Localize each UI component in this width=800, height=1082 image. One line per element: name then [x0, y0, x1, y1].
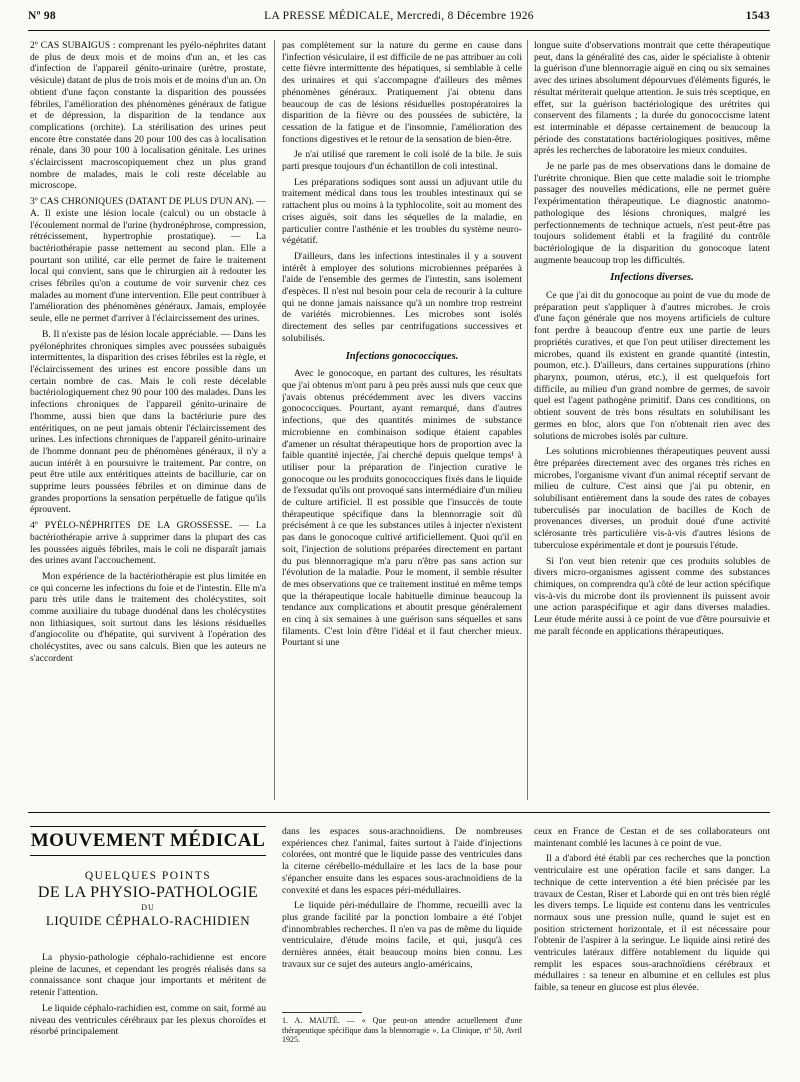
paragraph: Avec le gonocoque, en partant des cultures, les résultats que j'ai obtenus m'ont paru à peu près aussi nuls que ceux que j'avais obtenus précédemment avec les divers vaccins gonococciques. Pourtant, ayant remarqué, dans d'autres infections, que des quantités minimes de substance microbienne en combinaison sodique étaient capables d'amener un résultat thérapeutique hors de proportion avec la faible quantité injectée, j'ai cherché depuis quelque temps¹ à utiliser pour la préparation de l'injection curative le gonocoque ou les produits gonococciques fixés dans le liquide de l'exsudat qu'ils ont provoqué sans intermédiaire d'un milieu de culture artificiel. Il est possible que l'insuccès de toute thérapeutique spécifique dans la blennorragie soit dû précisément à ce que les substances utiles à injecter n'existent pas dans le gonocoque cultivé artificiellement. Quoi qu'il en soit, l'injection de solutions préparées directement en partant du pus blennorragique m'a paru n'être pas sans action sur l'évolution de la maladie. Pour le moment, il semble résulter de mes observations que ce traitement institué en même temps que la thérapeutique locale habituelle diminue beaucoup la tendance aux complications et aboutit presque généralement en cinq à six semaines à une guérison sans séquelles et sans filaments. C'est loin d'être l'idéal et il faut chercher mieux. Pourtant si une — [282, 368, 522, 649]
paragraph: pas complètement sur la nature du germe en cause dans l'infection vésiculaire, il est difficile de ne pas attribuer au coli cette fièvre intermittente des hépatiques, si semblable à celle des urinaires et qui s'accompagne d'ailleurs des mêmes phénomènes généraux. Pratiquement j'ai obtenu dans beaucoup de cas de lésions résiduelles postopératoires la disparition de la fièvre ou des poussées de subictère, la cessation de la fatigue et de l'insomnie, l'amélioration des fonctions digestives et le retour de la sensation de bien-être. — [282, 40, 522, 145]
paragraph: 2º CAS SUBAIGUS : comprenant les pyélo-néphrites datant de plus de deux mois et de moins d'un an, et les cas d'infection de l'appareil génito-urinaire (urètre, prostate, vésicule) datant de plus de trois mois et de moins d'un an. On obtient d'une façon constante la disparition des poussées fébriles, l'amélioration des phénomènes généraux de fatigue et de dépression, la disparition de la tendance aux complications (orchite). La stérilisation des urines peut encore être constatée dans 20 pour 100 des cas à localisation rénale, dans 30 pour 100 à localisation génitale. Les urines s'éclaircissent macroscopiquement chez un plus grand nombre de malades, mais le coli reste décelable au microscope. — [30, 40, 266, 192]
paragraph: Le liquide péri-médullaire de l'homme, recueilli avec la plus grande facilité par la ponction lombaire a été l'objet d'innombrables recherches. Il n'en va pas de même du liquide ventriculaire, d'étude moins facile, et qui, jusqu'à ces dernières années, était beaucoup moins bien connu. Les travaux sur ce sujet des auteurs anglo-américains, — [282, 900, 522, 970]
column-3 — [534, 40, 770, 810]
rubric-box — [30, 826, 266, 862]
paragraph: Je n'ai utilisé que rarement le coli isolé de la bile. Je suis parti presque toujours d'un échantillon de coli intestinal. — [282, 149, 522, 173]
paragraph: 3º CAS CHRONIQUES (DATANT DE PLUS D'UN AN). — A. Il existe une lésion locale (calcul) ou un obstacle à l'écoulement normal de l'urine (hydronéphrose, compression, rétrécissement, hypertrophie prostatique). — La bactériothérapie passe nettement au second plan. Elle a pourtant son utilité, car elle permet de faire le traitement local qui convient, sans que le chirurgien ait à redouter les crises fébriles qu'on a coutume de voir survenir chez ces malades au moment d'une intervention. Elle peut contribuer à l'amélioration des phénomènes généraux. Jamais, employée seule, elle ne permet d'arriver à l'éclaircissement des urines. — [30, 196, 266, 325]
paragraph: Le liquide céphalo-rachidien est, comme on sait, formé au niveau des ventricules cérébraux par les plexus choroïdes et résorbé principalement — [30, 1002, 266, 1038]
rubric-title: MOUVEMENT MÉDICAL — [30, 826, 266, 856]
paragraph: D'ailleurs, dans les infections intestinales il y a souvent intérêt à employer des solutions microbiennes préparées à l'aide de l'ensemble des germes de l'intestin, sans isolement d'espèces. Il n'est nul besoin pour cela de recourir à la culture qui ne donne jamais naissance qu'à un nombre trop restreint de variétés microbiennes. Les microbes sont isolés directement des selles par centrifugations successives et solubilisés. — [282, 250, 522, 344]
journal-title: LA PRESSE MÉDICALE, Mercredi, 8 Décembre 1926 — [264, 10, 534, 22]
page-number: 1543 — [745, 10, 770, 22]
section-heading: Infections diverses. — [610, 272, 694, 284]
header-rule — [28, 30, 770, 31]
running-head — [28, 8, 770, 28]
bottom-column-2 — [282, 826, 522, 1006]
column-1 — [30, 40, 266, 810]
paragraph: Il a d'abord été établi par ces recherches que la ponction ventriculaire est une opération facile et sans danger. La technique de cette intervention a été bien précisée par les travaux de Cestan, Riser et Laborde qui en ont très bien réglé les divers temps. Le liquide est contenu dans les ventricules normaux sous une pression nulle, quand le sujet est en position strictement horizontale, et il est nécessaire pour l'obtenir de l'aspirer à la seringue. Le liquide ainsi retiré des ventricules latéraux diffère notablement du liquide qui remplit les espaces sous-arachnoïdiens cérébraux et médullaires : sa teneur en albumine et en cellules est plus faible, sa teneur en glucose est plus élevée. — [534, 853, 770, 994]
column-rule — [274, 40, 275, 800]
footnote-rule — [282, 1012, 362, 1013]
paragraph: Si l'on veut bien retenir que ces produits solubles de divers micro-organismes agissent comme des substances chimiques, on comprendra qu'à côté de leur action spécifique vis-à-vis du microbe dont ils proviennent ils puissent avoir une action paraspécifique et agir dans diverses maladies. Leur étude mérite aussi à ce point de vue d'être poursuivie et me paraît féconde en applications thérapeutiques. — [534, 555, 770, 637]
paragraph: Mon expérience de la bactériothérapie est plus limitée en ce qui concerne les infections du foie et de l'intestin. Elle m'a paru très utile dans le traitement des cholécystites, soit comme auxiliaire du tubage duodénal dans les cholécystites non lithiasiques, soit surtout dans les lésions résiduelles d'angiocolite ou d'hépatite, qui survivent à l'opération des cholécystites, avec ou sans calculs. Bien que les auteurs ne s'accordent — [30, 570, 266, 664]
paragraph: La physio-pathologie céphalo-rachidienne est encore pleine de lacunes, et cependant les progrès réalisés dans sa connaissance sont chaque jour importants et méritent de retenir l'attention. — [30, 952, 266, 999]
article-heading — [30, 870, 266, 929]
paragraph: 4º PYÉLO-NÉPHRITES DE LA GROSSESSE. — La bactériothérapie arrive à supprimer dans la plupart des cas les poussées aiguës fébriles, mais le coli ne disparaît jamais des urines avant l'accouchement. — [30, 520, 266, 567]
column-rule — [527, 40, 528, 800]
paragraph: Les solutions microbiennes thérapeutiques peuvent aussi être préparées directement avec des organes très riches en microbes, l'organisme vivant d'un animal réceptif servant de milieu de culture. C'est ainsi que j'ai pu obtenir, en solubilisant entièrement dans la soude des rates de cobayes tuberculisés par inoculation de bacilles de Koch de provenances diverses, un produit doué d'une activité sclérosante très particulière vis-à-vis d'autres lésions de tuberculose expérimentale et dont je poursuis l'étude. — [534, 446, 770, 551]
bottom-column-3 — [534, 826, 770, 1076]
article-title-connector: DU — [141, 903, 155, 912]
bottom-column-1 — [30, 952, 266, 1077]
paragraph: longue suite d'observations montrait que cette thérapeutique peut, dans la généralité des cas, aider le spécialiste à obtenir la guérison d'une blennorragie aiguë en cinq ou six semaines avec des urines absolument dépourvues d'éléments figurés, le résultat mériterait quelque attention. Je suis très sceptique, en effet, sur la guérison bactériologique des urétrites qui conservent des filaments ; la durée du gonococcisme latent est interminable et dépasse certainement de beaucoup la période des constatations bactériologiques positives, même après les recherches de laboratoire les mieux conduites. — [534, 40, 770, 157]
article-title: DE LA PHYSIO-PATHOLOGIE — [37, 884, 259, 901]
paragraph: B. Il n'existe pas de lésion locale appréciable. — Dans les pyélonéphrites chroniques simples avec poussées subaiguës intermittentes, la disparition des crises fébriles est la règle, et l'éclaircissement des urines est encore possible dans un certain nombre de cas. Mais le coli reste décelable bactériologiquement chez 90 pour 100 des malades. Dans les infections chroniques de l'appareil génito-urinaire de l'homme, aussi bien que dans la bactériurie pure des entéritiques, on ne peut jamais obtenir l'éclaircissement des urines. Les infections chroniques de l'appareil génito-urinaire de l'homme donnant peu de phénomènes généraux, il n'y a aucun intérêt à en poursuivre le traitement. Par contre, on peut être utile aux entéritiques atteints de bacillurie, car on supprime leurs poussées fébriles et on diminue dans de grandes proportions la sensation perpétuelle de fatigue qu'ils éprouvent. — [30, 328, 266, 516]
paragraph: ceux en France de Cestan et de ses collaborateurs ont maintenant comblé les lacunes à ce point de vue. — [534, 826, 770, 849]
article-title-line: LIQUIDE CÉPHALO-RACHIDIEN — [45, 913, 251, 928]
section-heading: Infections gonococciques. — [345, 350, 459, 362]
article-subtitle: QUELQUES POINTS — [84, 870, 212, 882]
paragraph: Ce que j'ai dit du gonocoque au point de vue du mode de préparation peut s'appliquer à d'autres microbes. Je crois d'une façon générale que nos moyens artificiels de culture font perdre à beaucoup d'entre eux une partie de leurs propriétés curatives, et que l'on peut utiliser directement les microbes, quand ils existent en grande quantité (intestin, poumon, etc.). D'ailleurs, dans certaines suppurations (rhino pharynx, poumon, utérus, etc.), il est quelquefois fort difficile, au milieu d'un grand nombre de germes, de savoir quel est l'agent pathogène primitif. Dans ces conditions, on obtient souvent de très bons résultats en solubilisant les germes en bloc, alors que l'on n'obtenait rien avec des solutions de microbes isolés par culture. — [534, 290, 770, 442]
paragraph: dans les espaces sous-arachnoïdiens. De nombreuses expériences chez l'animal, faites surtout à l'aide d'injections colorées, ont montré que le liquide passe des ventricules dans la citerne cérébello-médullaire et les lacs de la base pour s'épancher ensuite dans les espaces sous-arachnoïdiens de la convexité et dans les espaces péri-médullaires. — [282, 826, 522, 896]
footnote: 1. A. MAUTÉ. — « Que peut-on attendre actuellement d'une thérapeutique spécifique dans la blennorragie ». La Clinique, nº 50, Avril 1925. — [282, 1016, 522, 1044]
issue-number: Nº 98 — [28, 10, 56, 22]
paragraph: Je ne parle pas de mes observations dans le domaine de l'urétrite chronique. Bien que cette maladie soit le triomphe passager des nouvelles médications, elle ne permet guère l'expérimentation thérapeutique. Le diagnostic anatomo-pathologique des lésions chroniques, malgré les perfectionnements de technique actuels, n'est peut-être pas toujours solidement établi et la fragilité du contrôle bactériologique de la disparition du gonocoque latent augmente beaucoup trop les difficultés. — [534, 161, 770, 266]
paragraph: Les préparations sodiques sont aussi un adjuvant utile du traitement médical dans tous les troubles intestinaux qui se rattachent plus ou moins à la typhlocolite, soit au moment des crises aiguës, soit dans les séquelles de la maladie, en particulier contre l'asthénie et les troubles du système neuro-végétatif. — [282, 176, 522, 247]
section-divider — [28, 812, 770, 813]
column-2 — [282, 40, 522, 810]
